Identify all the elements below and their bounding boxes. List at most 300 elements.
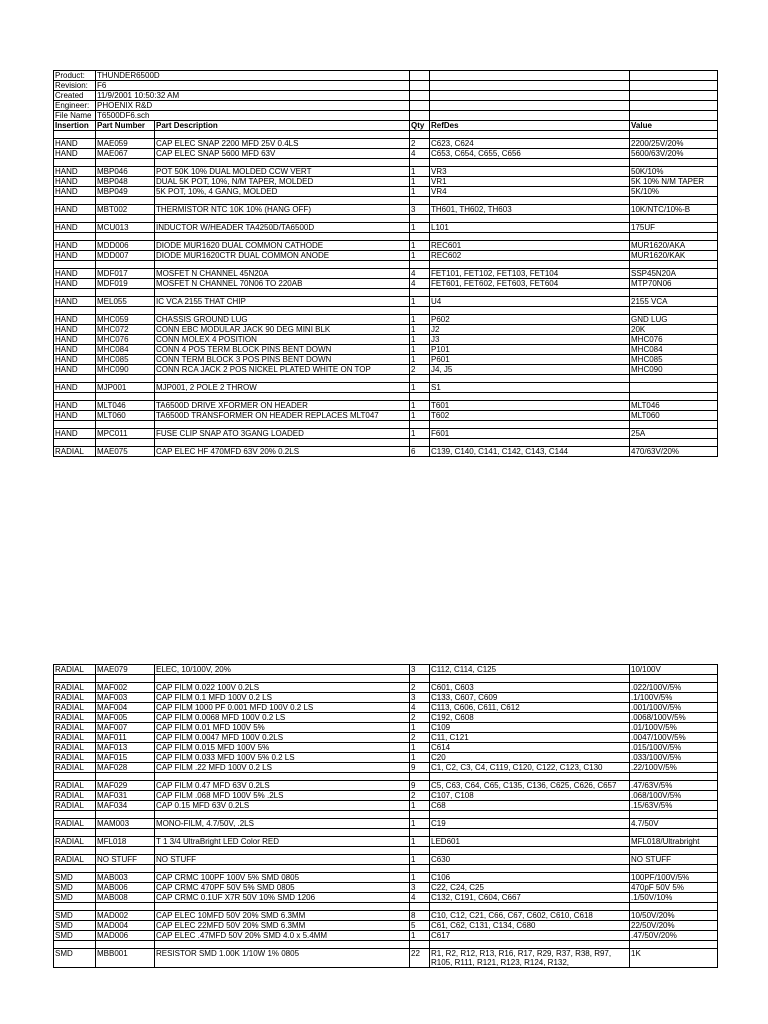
part-description-cell: RESISTOR SMD 1.00K 1/10W 1% 0805 [155, 949, 410, 968]
insertion-cell: HAND [54, 345, 96, 355]
refdes-cell: C20 [430, 753, 630, 763]
empty-cell [96, 439, 155, 447]
qty-cell: 1 [410, 187, 430, 197]
refdes-cell: P602 [430, 315, 630, 325]
value-cell: .01/100V/5% [630, 723, 718, 733]
part-number-cell: MAF003 [96, 693, 155, 703]
insertion-cell: HAND [54, 429, 96, 439]
refdes-cell: C10, C12, C21, C66, C67, C602, C610, C618 [430, 911, 630, 921]
refdes-cell: REC601 [430, 241, 630, 251]
qty-cell: 1 [410, 873, 430, 883]
table-row [54, 713, 718, 723]
empty-cell [630, 865, 718, 873]
meta-value: THUNDER6500D [96, 71, 410, 81]
refdes-cell: C614 [430, 743, 630, 753]
part-description-cell: CAP FILM 0.0047 MFD 100V 0.2LS [155, 733, 410, 743]
qty-cell: 1 [410, 801, 430, 811]
value-cell: .0068/100V/5% [630, 713, 718, 723]
meta-row [54, 111, 718, 121]
table-row [54, 325, 718, 335]
spacer-row [54, 233, 718, 241]
table-row [54, 139, 718, 149]
table-row [54, 733, 718, 743]
empty-cell [410, 101, 430, 111]
part-number-cell: MJP001 [96, 383, 155, 393]
empty-cell [630, 71, 718, 81]
empty-cell [96, 131, 155, 139]
value-cell: 1K [630, 949, 718, 968]
insertion-cell: RADIAL [54, 781, 96, 791]
empty-cell [54, 215, 96, 223]
part-number-cell: MAD006 [96, 931, 155, 941]
table-row [54, 837, 718, 847]
empty-cell [410, 91, 430, 101]
spacer-row [54, 131, 718, 139]
refdes-cell: T601 [430, 401, 630, 411]
part-description-cell: THERMISTOR NTC 10K 10% (HANG OFF) [155, 205, 410, 215]
part-description-header: Part Description [155, 121, 410, 131]
refdes-cell: C107, C108 [430, 791, 630, 801]
empty-cell [410, 71, 430, 81]
empty-cell [630, 91, 718, 101]
empty-cell [96, 773, 155, 781]
qty-cell: 4 [410, 149, 430, 159]
qty-cell: 2 [410, 791, 430, 801]
empty-cell [155, 439, 410, 447]
refdes-cell: U4 [430, 297, 630, 307]
part-description-cell: CAP ELEC 22MFD 50V 20% SMD 6.3MM [155, 921, 410, 931]
value-cell: MHC085 [630, 355, 718, 365]
spacer-row [54, 307, 718, 315]
empty-cell [155, 197, 410, 205]
empty-cell [410, 261, 430, 269]
spacer-row [54, 159, 718, 167]
empty-cell [54, 773, 96, 781]
part-number-cell: MDF019 [96, 279, 155, 289]
value-cell: 5K 10% N/M TAPER [630, 177, 718, 187]
spacer-row [54, 811, 718, 819]
part-description-cell: CHASSIS GROUND LUG [155, 315, 410, 325]
empty-cell [155, 941, 410, 949]
refdes-cell: REC602 [430, 251, 630, 261]
part-number-cell: MAF015 [96, 753, 155, 763]
insertion-cell: HAND [54, 401, 96, 411]
value-cell: .1/100V/5% [630, 693, 718, 703]
table-row [54, 781, 718, 791]
insertion-cell: RADIAL [54, 801, 96, 811]
meta-value: 11/9/2001 10:50:32 AM [96, 91, 410, 101]
refdes-cell: C112, C114, C125 [430, 665, 630, 675]
refdes-cell: C139, C140, C141, C142, C143, C144 [430, 447, 630, 457]
value-cell: .1/50V/10% [630, 893, 718, 903]
insertion-cell: HAND [54, 251, 96, 261]
insertion-cell: RADIAL [54, 733, 96, 743]
insertion-cell: HAND [54, 149, 96, 159]
value-cell: MLT060 [630, 411, 718, 421]
spacer-row [54, 375, 718, 383]
spacer-row [54, 439, 718, 447]
value-cell: 5600/63V/20% [630, 149, 718, 159]
empty-cell [410, 675, 430, 683]
qty-cell: 2 [410, 713, 430, 723]
table-row [54, 763, 718, 773]
empty-cell [155, 773, 410, 781]
table-row [54, 703, 718, 713]
table-row [54, 205, 718, 215]
part-description-cell: MOSFET N CHANNEL 45N20A [155, 269, 410, 279]
empty-cell [410, 941, 430, 949]
qty-cell: 1 [410, 297, 430, 307]
empty-cell [96, 307, 155, 315]
qty-cell: 8 [410, 911, 430, 921]
part-number-cell: MAF007 [96, 723, 155, 733]
table-row [54, 921, 718, 931]
table-row [54, 723, 718, 733]
refdes-cell: C133, C607, C609 [430, 693, 630, 703]
insertion-cell: RADIAL [54, 723, 96, 733]
part-number-cell: MAB008 [96, 893, 155, 903]
insertion-cell: HAND [54, 411, 96, 421]
value-cell: 175UF [630, 223, 718, 233]
table-row [54, 911, 718, 921]
insertion-cell: RADIAL [54, 837, 96, 847]
empty-cell [155, 675, 410, 683]
table-row [54, 315, 718, 325]
table-row [54, 365, 718, 375]
empty-cell [54, 307, 96, 315]
insertion-cell: RADIAL [54, 683, 96, 693]
insertion-cell: HAND [54, 241, 96, 251]
empty-cell [430, 375, 630, 383]
refdes-cell: J2 [430, 325, 630, 335]
empty-cell [410, 197, 430, 205]
table-row [54, 429, 718, 439]
spacer-row [54, 865, 718, 873]
meta-value: PHOENIX R&D [96, 101, 410, 111]
refdes-cell: C68 [430, 801, 630, 811]
insertion-cell: HAND [54, 297, 96, 307]
value-cell: .15/63V/5% [630, 801, 718, 811]
value-cell: 4.7/50V [630, 819, 718, 829]
empty-cell [430, 197, 630, 205]
value-cell: MHC090 [630, 365, 718, 375]
empty-cell [430, 81, 630, 91]
part-description-cell: TA6500D TRANSFORMER ON HEADER REPLACES MLT047 [155, 411, 410, 421]
part-number-cell: MHC076 [96, 335, 155, 345]
part-description-cell: CONN RCA JACK 2 POS NICKEL PLATED WHITE ON TOP [155, 365, 410, 375]
empty-cell [430, 131, 630, 139]
value-cell: NO STUFF [630, 855, 718, 865]
table-row [54, 855, 718, 865]
empty-cell [410, 111, 430, 121]
meta-value: F6 [96, 81, 410, 91]
part-number-cell: MDD007 [96, 251, 155, 261]
refdes-cell: C132, C191, C604, C667 [430, 893, 630, 903]
qty-cell: 1 [410, 819, 430, 829]
part-description-cell: CAP 0.15 MFD 63V 0.2LS [155, 801, 410, 811]
empty-cell [410, 903, 430, 911]
insertion-cell: RADIAL [54, 753, 96, 763]
value-cell: 2200/25V/20% [630, 139, 718, 149]
qty-cell: 1 [410, 401, 430, 411]
qty-cell: 1 [410, 931, 430, 941]
empty-cell [96, 421, 155, 429]
qty-cell: 1 [410, 251, 430, 261]
value-cell: MTP70N06 [630, 279, 718, 289]
qty-cell: 2 [410, 139, 430, 149]
empty-cell [410, 289, 430, 297]
spacer-row [54, 197, 718, 205]
refdes-cell: F601 [430, 429, 630, 439]
empty-cell [630, 773, 718, 781]
part-number-cell: MAE067 [96, 149, 155, 159]
part-number-cell: MLT046 [96, 401, 155, 411]
insertion-cell: HAND [54, 139, 96, 149]
empty-cell [96, 865, 155, 873]
empty-cell [630, 233, 718, 241]
insertion-cell: RADIAL [54, 447, 96, 457]
spacer-row [54, 847, 718, 855]
part-number-cell: MAE079 [96, 665, 155, 675]
refdes-cell: C623, C624 [430, 139, 630, 149]
empty-cell [155, 421, 410, 429]
empty-cell [96, 675, 155, 683]
value-cell: .001/100V/5% [630, 703, 718, 713]
empty-cell [630, 81, 718, 91]
part-number-cell: MAE059 [96, 139, 155, 149]
part-description-cell: CAP FILM 0.015 MFD 100V 5% [155, 743, 410, 753]
refdes-cell: FET101, FET102, FET103, FET104 [430, 269, 630, 279]
table-row [54, 949, 718, 968]
value-cell: .47/63V/5% [630, 781, 718, 791]
insertion-cell: RADIAL [54, 743, 96, 753]
empty-cell [430, 773, 630, 781]
part-description-cell: FUSE CLIP SNAP ATO 3GANG LOADED [155, 429, 410, 439]
part-description-cell: CAP ELEC HF 470MFD 63V 20% 0.2LS [155, 447, 410, 457]
meta-row [54, 71, 718, 81]
part-number-cell: MLT060 [96, 411, 155, 421]
insertion-cell: HAND [54, 269, 96, 279]
refdes-cell: L101 [430, 223, 630, 233]
empty-cell [630, 421, 718, 429]
qty-cell: 1 [410, 383, 430, 393]
value-cell: 100PF/100V/5% [630, 873, 718, 883]
meta-row [54, 101, 718, 111]
value-cell: .015/100V/5% [630, 743, 718, 753]
refdes-cell: FET601, FET602, FET603, FET604 [430, 279, 630, 289]
value-cell: 25A [630, 429, 718, 439]
refdes-cell: TH601, TH602, TH603 [430, 205, 630, 215]
column-header-row [54, 121, 718, 131]
spacer-row [54, 393, 718, 401]
table-row [54, 335, 718, 345]
part-number-cell: MPC011 [96, 429, 155, 439]
empty-cell [96, 811, 155, 819]
meta-label: Created [54, 91, 96, 101]
meta-label: File Name [54, 111, 96, 121]
empty-cell [54, 393, 96, 401]
part-number-cell: MAE075 [96, 447, 155, 457]
table-row [54, 743, 718, 753]
part-description-cell: DUAL 5K POT, 10%, N/M TAPER, MOLDED [155, 177, 410, 187]
value-cell: MUR1620/AKA [630, 241, 718, 251]
insertion-cell: SMD [54, 873, 96, 883]
part-number-cell: MBB001 [96, 949, 155, 968]
part-number-cell: MCU013 [96, 223, 155, 233]
part-description-cell: CAP FILM 0.022 100V 0.2LS [155, 683, 410, 693]
spacer-row [54, 941, 718, 949]
part-description-cell: CAP FILM .068 MFD 100V 5% .2LS [155, 791, 410, 801]
part-description-cell: POT 50K 10% DUAL MOLDED CCW VERT [155, 167, 410, 177]
part-description-cell: CAP FILM 0.0068 MFD 100V 0.2 LS [155, 713, 410, 723]
insertion-cell: HAND [54, 279, 96, 289]
refdes-cell: C61, C62, C131, C134, C680 [430, 921, 630, 931]
part-description-cell: CAP CRMC 470PF 50V 5% SMD 0805 [155, 883, 410, 893]
empty-cell [410, 829, 430, 837]
qty-cell: 4 [410, 893, 430, 903]
part-number-cell: MDF017 [96, 269, 155, 279]
value-cell: .47/50V/20% [630, 931, 718, 941]
spacer-row [54, 215, 718, 223]
qty-cell: 1 [410, 325, 430, 335]
part-description-cell: CONN TERM BLOCK 3 POS PINS BENT DOWN [155, 355, 410, 365]
refdes-cell: C11, C121 [430, 733, 630, 743]
empty-cell [96, 159, 155, 167]
refdes-cell: S1 [430, 383, 630, 393]
refdes-cell: J3 [430, 335, 630, 345]
empty-cell [96, 903, 155, 911]
value-cell: .022/100V/5% [630, 683, 718, 693]
table-row [54, 345, 718, 355]
empty-cell [54, 261, 96, 269]
empty-cell [54, 675, 96, 683]
part-number-cell: MBT002 [96, 205, 155, 215]
table-row [54, 683, 718, 693]
qty-cell: 4 [410, 279, 430, 289]
refdes-cell: C653, C654, C655, C656 [430, 149, 630, 159]
insertion-cell: RADIAL [54, 703, 96, 713]
insertion-cell: HAND [54, 355, 96, 365]
refdes-cell: C19 [430, 819, 630, 829]
empty-cell [630, 375, 718, 383]
qty-cell: 1 [410, 167, 430, 177]
table-row [54, 251, 718, 261]
empty-cell [410, 865, 430, 873]
insertion-cell: SMD [54, 949, 96, 968]
part-description-cell: CONN EBC MODULAR JACK 90 DEG MINI BLK [155, 325, 410, 335]
empty-cell [54, 811, 96, 819]
empty-cell [430, 941, 630, 949]
refdes-header: RefDes [430, 121, 630, 131]
empty-cell [96, 215, 155, 223]
value-cell [630, 383, 718, 393]
qty-cell: 1 [410, 315, 430, 325]
qty-cell: 2 [410, 683, 430, 693]
empty-cell [96, 941, 155, 949]
empty-cell [155, 847, 410, 855]
bom-table-sheet-1-body [54, 71, 718, 457]
empty-cell [155, 159, 410, 167]
meta-value: T6500DF6.sch [96, 111, 410, 121]
qty-cell: 4 [410, 703, 430, 713]
empty-cell [54, 159, 96, 167]
insertion-cell: HAND [54, 223, 96, 233]
part-description-cell: MOSFET N CHANNEL 70N06 TO 220AB [155, 279, 410, 289]
empty-cell [96, 261, 155, 269]
value-cell: SSP45N20A [630, 269, 718, 279]
part-number-cell: MAF013 [96, 743, 155, 753]
empty-cell [430, 101, 630, 111]
empty-cell [630, 439, 718, 447]
refdes-cell: C106 [430, 873, 630, 883]
part-number-cell: MAB006 [96, 883, 155, 893]
empty-cell [630, 101, 718, 111]
qty-header: Qty [410, 121, 430, 131]
refdes-cell: C617 [430, 931, 630, 941]
empty-cell [430, 865, 630, 873]
value-cell: 2155 VCA [630, 297, 718, 307]
refdes-cell: J4, J5 [430, 365, 630, 375]
part-description-cell: CAP FILM 0.1 MFD 100V 0.2 LS [155, 693, 410, 703]
meta-row [54, 81, 718, 91]
empty-cell [630, 159, 718, 167]
table-row [54, 893, 718, 903]
empty-cell [630, 847, 718, 855]
part-number-cell: MAF031 [96, 791, 155, 801]
qty-cell: 22 [410, 949, 430, 968]
qty-cell: 1 [410, 355, 430, 365]
empty-cell [430, 159, 630, 167]
value-cell: MHC076 [630, 335, 718, 345]
part-description-cell: CAP ELEC 10MFD 50V 20% SMD 6.3MM [155, 911, 410, 921]
value-cell: GND LUG [630, 315, 718, 325]
empty-cell [430, 847, 630, 855]
table-row [54, 187, 718, 197]
empty-cell [430, 233, 630, 241]
value-cell: .0047/100V/5% [630, 733, 718, 743]
part-number-cell: MAF002 [96, 683, 155, 693]
empty-cell [96, 197, 155, 205]
refdes-cell: C109 [430, 723, 630, 733]
part-description-cell: MONO-FILM, 4.7/50V, .2LS [155, 819, 410, 829]
empty-cell [54, 903, 96, 911]
empty-cell [630, 811, 718, 819]
value-cell: 470/63V/20% [630, 447, 718, 457]
meta-label: Engineer: [54, 101, 96, 111]
value-cell: 470pF 50V 5% [630, 883, 718, 893]
empty-cell [630, 215, 718, 223]
qty-cell: 1 [410, 753, 430, 763]
part-number-cell: MHC084 [96, 345, 155, 355]
empty-cell [54, 233, 96, 241]
empty-cell [430, 675, 630, 683]
empty-cell [430, 393, 630, 401]
value-cell: 5K/10% [630, 187, 718, 197]
table-row [54, 241, 718, 251]
empty-cell [410, 811, 430, 819]
refdes-cell: C1, C2, C3, C4, C119, C120, C122, C123, C130 [430, 763, 630, 773]
table-row [54, 447, 718, 457]
value-cell: MUR1620/KAK [630, 251, 718, 261]
empty-cell [630, 197, 718, 205]
insertion-cell: HAND [54, 383, 96, 393]
empty-cell [410, 215, 430, 223]
part-number-cell: MBP048 [96, 177, 155, 187]
insertion-cell: RADIAL [54, 665, 96, 675]
meta-label: Product: [54, 71, 96, 81]
empty-cell [430, 71, 630, 81]
table-row [54, 931, 718, 941]
